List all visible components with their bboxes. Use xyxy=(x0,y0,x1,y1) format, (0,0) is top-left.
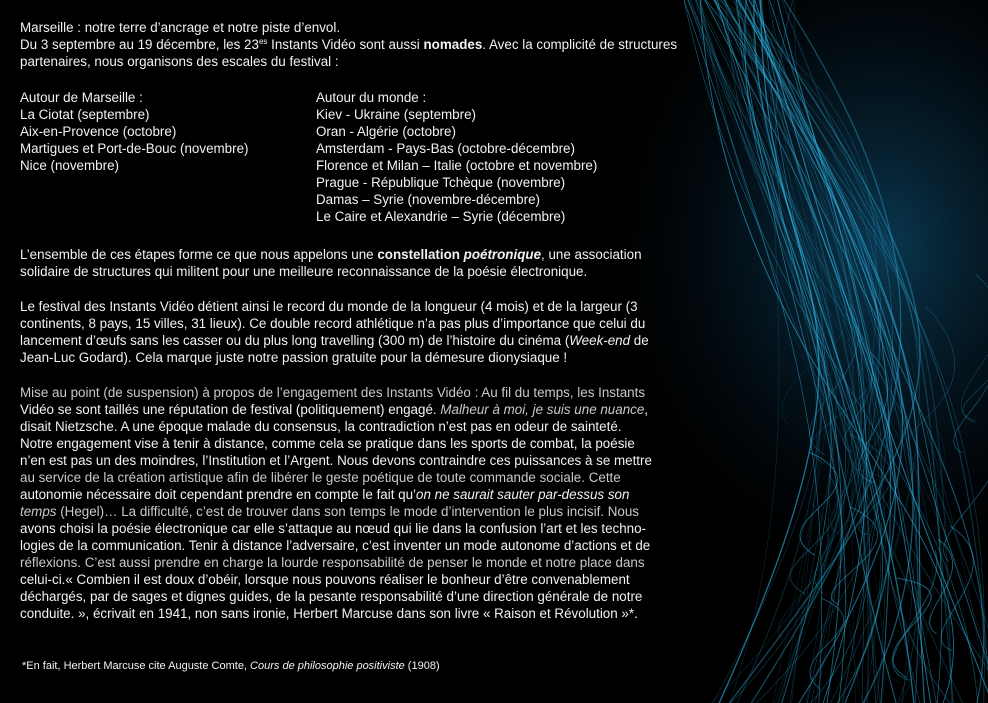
world-list xyxy=(316,89,597,225)
list-item: Nice (novembre) xyxy=(20,158,119,173)
footnote: *En fait, Herbert Marcuse cite Auguste Comte, Cours de philosophie positiviste (1908) xyxy=(22,660,440,672)
list-item: Le Caire et Alexandrie – Syrie (décembre) xyxy=(316,209,566,224)
list-item: Kiev - Ukraine (septembre) xyxy=(316,107,476,122)
constellation-paragraph: L’ensemble de ces étapes forme ce que nous appelons une constellation poétronique, une association solidaire de structures qui militent pour une meilleure reconnaissance de la poésie électronique. xyxy=(20,247,642,279)
list-item: Amsterdam - Pays-Bas (octobre-décembre) xyxy=(316,141,575,156)
list-item: Martigues et Port-de-Bouc (novembre) xyxy=(20,141,249,156)
list-item: Aix-en-Provence (octobre) xyxy=(20,124,177,139)
intro-paragraph xyxy=(20,19,710,70)
world-heading: Autour du monde : xyxy=(316,90,427,105)
list-item: Prague - République Tchèque (novembre) xyxy=(316,175,566,190)
engagement-paragraph: Mise au point (de suspension) à propos de l’engagement des Instants Vidéo : Au fil du temps, les Instants Vidéo se sont taillés une réputation de festival (politiquement) engagé. Malheur à moi, je suis une nuance, disait Nietzsche. A une époque malade du consensus, la contradiction n’est pas en odeur de sainteté. Notre engagement vise à tenir à distance, comme cela se pratique dans les sports de combat, la poésie n’en est pas un des moindres, l’Institution et l’Argent. Nous devons contraindre ces puissances à se mettre au service de la création artistique afin de libérer le geste poétique de toute commande sociale. Cette autonomie nécessaire doit cependant prendre en compte le fait qu’on ne saurait sauter par-dessus son temps (Hegel)… La difficulté, c’est de trouver dans son temps le mode d’intervention le plus incisif. Nous avons choisi la poésie électronique car elle s’attaque au nœud qui lie dans la confusion l’art et les techno- logies de la communication. Tenir à distance l’adversaire, c’est inventer un mode autonome d’actions et de réflexions. C’est aussi prendre en charge la lourde responsabilité de penser le monde et notre place dans celui-ci.« Combien il est doux d’obéir, lorsque nous pouvons réaliser le bonheur d’être convenablement déchargés, par de sages et dignes guides, de la pesante responsabilité d’une direction générale de notre conduite. », écrivait en 1941, non sans ironie, Herbert Marcuse dans son livre « Raison et Révolution »*. xyxy=(20,385,652,621)
list-item: Damas – Syrie (novembre-décembre) xyxy=(316,192,540,207)
intro-line: Marseille : notre terre d’ancrage et notre piste d’envol. xyxy=(20,20,341,35)
record-paragraph: Le festival des Instants Vidéo détient ainsi le record du monde de la longueur (4 mois) et de la largeur (3 continents, 8 pays, 15 villes, 31 lieux). Ce double record athlétique n’a pas plus d’importance que celui du lancement d’œufs sans les casser ou du plus long travelling (300 m) de l’histoire du cinéma (Week-end de Jean-Luc Godard). Cela marque juste notre passion gratuite pour la démesure dionysiaque ! xyxy=(20,299,649,365)
list-item: Oran - Algérie (octobre) xyxy=(316,124,456,139)
marseille-heading: Autour de Marseille : xyxy=(20,90,143,105)
marseille-list xyxy=(20,89,248,174)
intro-line: Du 3 septembre au 19 décembre, les $23^{es}$ Instants Vidéo sont aussi nomades. Avec la complicité de structures xyxy=(20,37,678,52)
list-item: Florence et Milan – Italie (octobre et novembre) xyxy=(316,158,598,173)
list-item: La Ciotat (septembre) xyxy=(20,107,150,122)
intro-line: partenaires, nous organisons des escales du festival : xyxy=(20,54,339,69)
